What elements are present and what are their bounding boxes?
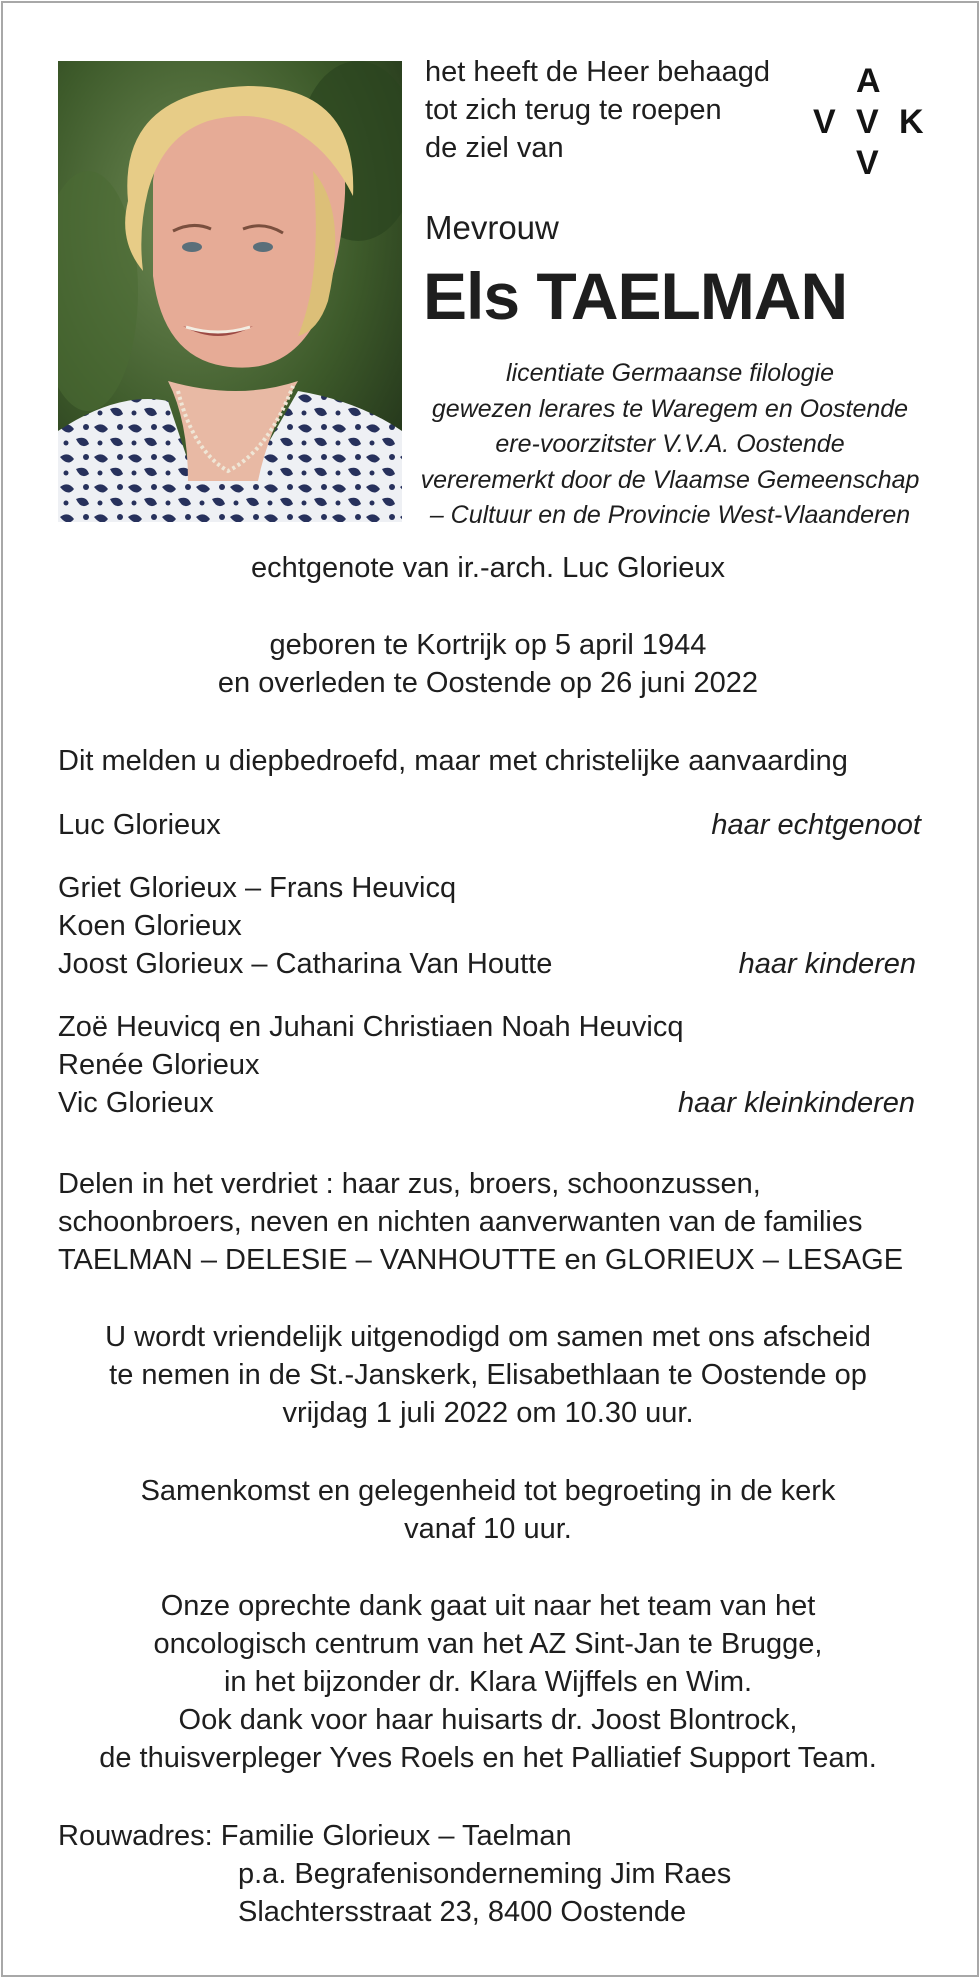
title-line: ere-voorzitster V.V.A. Oostende	[495, 430, 845, 458]
thanks-line: in het bijzonder dr. Klara Wijffels en Wim.	[223, 1666, 753, 1698]
family-name-row	[58, 806, 924, 844]
mourning-address	[58, 1817, 924, 1931]
family-name-row	[58, 1084, 924, 1122]
family-grandchildren	[58, 1008, 924, 1122]
birth-line: geboren te Kortrijk op 5 april 1944	[269, 629, 707, 661]
intro-line: de ziel van	[425, 132, 564, 164]
grief-line: TAELMAN – DELESIE – VANHOUTTE en GLORIEUX – LESAGE	[58, 1244, 904, 1276]
title-line: – Cultuur en de Provincie West-Vlaanderen	[429, 501, 911, 529]
address-line: p.a. Begrafenisonderneming Jim Raes	[238, 1858, 732, 1890]
gathering-line: Samenkomst en gelegenheid tot begroeting in de kerk	[140, 1475, 836, 1507]
family-spouse	[58, 806, 924, 844]
invitation-line: te nemen in de St.-Janskerk, Elisabethlaan te Oostende op	[109, 1359, 867, 1391]
invitation-line: vrijdag 1 juli 2022 om 10.30 uur.	[282, 1397, 694, 1429]
gathering	[0, 1472, 976, 1548]
address-label: Rouwadres: Familie Glorieux – Taelman	[58, 1820, 572, 1852]
deceased-titles	[420, 356, 920, 534]
family-name-row	[58, 907, 924, 945]
family-name-row	[58, 945, 924, 983]
grief-line: Delen in het verdriet : haar zus, broers, schoonzussen,	[58, 1168, 761, 1200]
logo-letter: V	[813, 103, 836, 141]
spouse-line-text: echtgenote van ir.-arch. Luc Glorieux	[251, 552, 725, 584]
logo-letter: V	[856, 103, 879, 141]
thanks-line: de thuisverpleger Yves Roels en het Palliatief Support Team.	[99, 1742, 877, 1774]
family-name: Koen Glorieux	[58, 910, 242, 942]
family-name: Zoë Heuvicq en Juhani Christiaen Noah Heuvicq	[58, 1011, 684, 1043]
intro-line: tot zich terug te roepen	[425, 94, 722, 126]
relation-label: haar echtgenoot	[711, 809, 921, 841]
honorific: Mevrouw	[425, 209, 559, 246]
title-line: licentiate Germaanse filologie	[506, 359, 834, 387]
sharing-grief	[58, 1165, 924, 1279]
relation-label: haar kinderen	[738, 948, 916, 980]
avvk-logo	[813, 64, 925, 184]
death-line: en overleden te Oostende op 26 juni 2022	[217, 667, 759, 699]
logo-letter: A	[856, 62, 881, 100]
deceased-name: Els TAELMAN	[423, 259, 848, 333]
spouse-line	[0, 549, 976, 587]
relation-label: haar kleinkinderen	[678, 1087, 915, 1119]
family-name-row	[58, 1008, 924, 1046]
family-name: Luc Glorieux	[58, 809, 221, 841]
thanks	[0, 1587, 976, 1777]
family-name: Renée Glorieux	[58, 1049, 260, 1081]
announcement-text: Dit melden u diepbedroefd, maar met christelijke aanvaarding	[58, 745, 848, 777]
title-line: vereremerkt door de Vlaamse Gemeenschap	[420, 465, 920, 494]
thanks-line: Ook dank voor haar huisarts dr. Joost Blontrock,	[178, 1704, 798, 1736]
thanks-line: oncologisch centrum van het AZ Sint-Jan te Brugge,	[153, 1628, 823, 1660]
address-line: Slachtersstraat 23, 8400 Oostende	[238, 1896, 687, 1928]
thanks-line: Onze oprechte dank gaat uit naar het team van het	[160, 1590, 816, 1622]
grief-line: schoonbroers, neven en nichten aanverwanten van de families	[58, 1206, 863, 1238]
family-children	[58, 869, 924, 983]
intro-text	[425, 53, 805, 167]
invitation-line: U wordt vriendelijk uitgenodigd om samen met ons afscheid	[105, 1321, 871, 1353]
logo-letter: K	[899, 103, 924, 141]
family-name: Joost Glorieux – Catharina Van Houtte	[58, 948, 553, 980]
family-name-row	[58, 869, 924, 907]
portrait-photo	[58, 61, 402, 522]
family-name: Vic Glorieux	[58, 1087, 214, 1119]
intro-line: het heeft de Heer behaagd	[425, 56, 771, 88]
logo-letter: V	[856, 144, 879, 182]
family-name-row	[58, 1046, 924, 1084]
life-dates	[0, 626, 976, 702]
family-name: Griet Glorieux – Frans Heuvicq	[58, 872, 457, 904]
title-line: gewezen lerares te Waregem en Oostende	[431, 394, 909, 423]
invitation	[0, 1318, 976, 1432]
announcement	[58, 742, 924, 780]
gathering-line: vanaf 10 uur.	[404, 1513, 572, 1545]
